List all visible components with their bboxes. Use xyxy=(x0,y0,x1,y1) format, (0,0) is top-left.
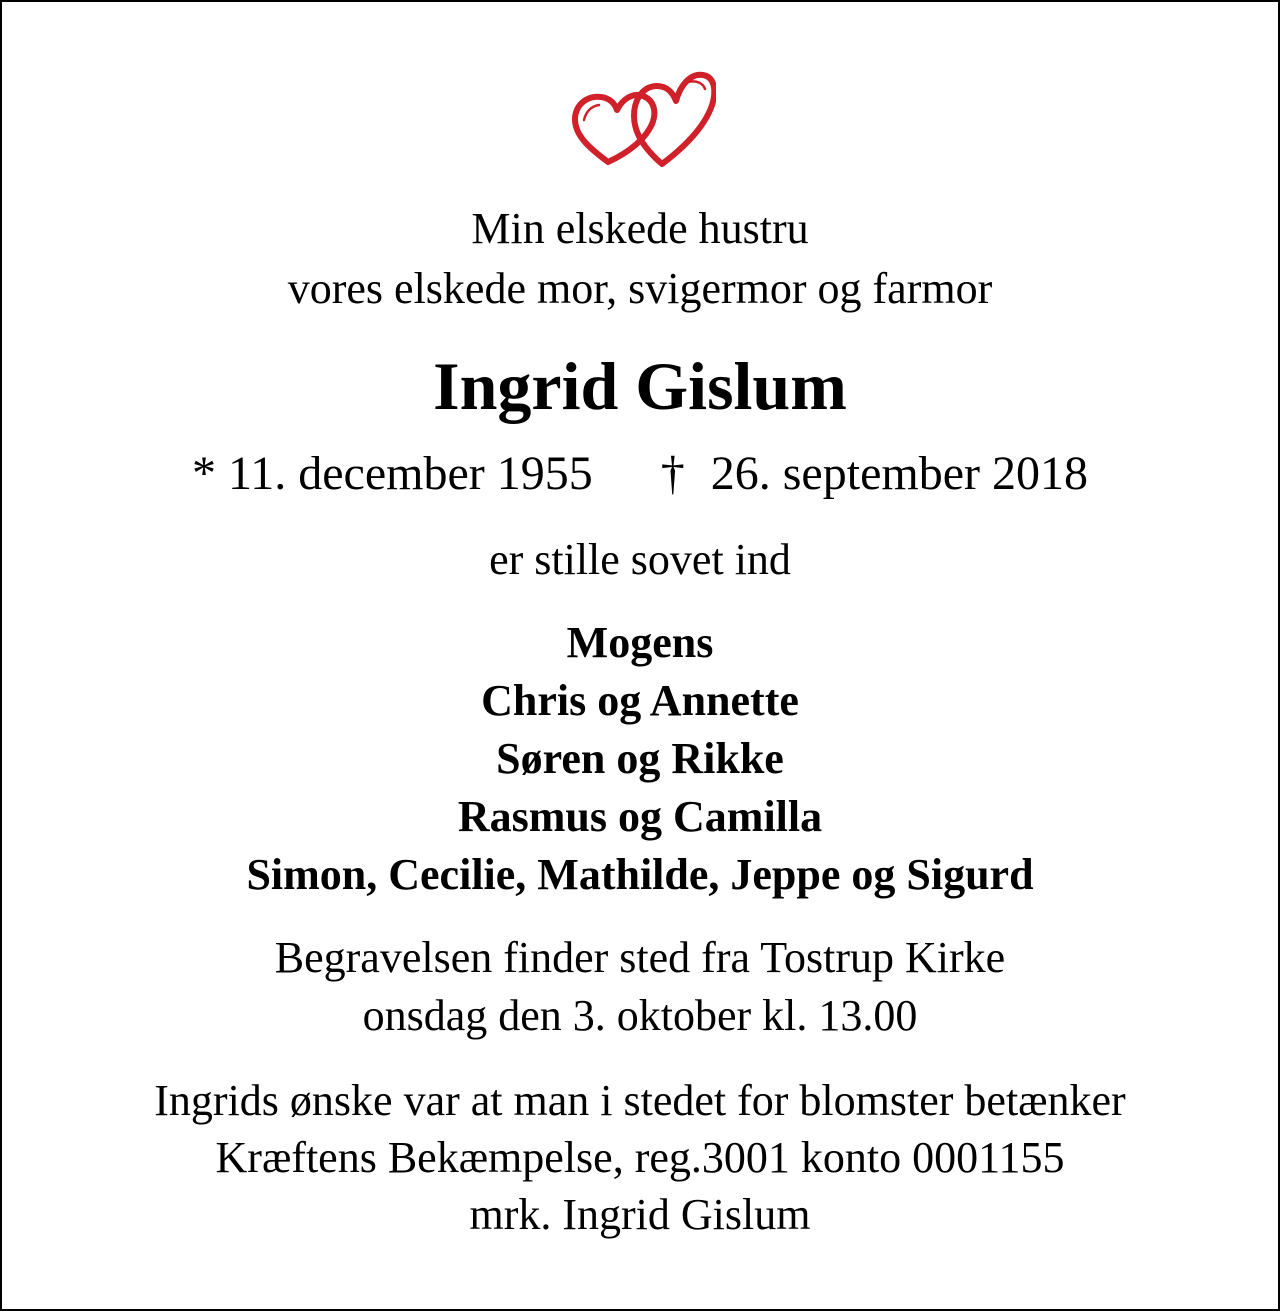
family-list xyxy=(2,614,1278,904)
family-member: Mogens xyxy=(566,618,714,667)
birth-date: 11. december 1955 xyxy=(227,447,593,500)
death-symbol: † xyxy=(660,447,685,500)
birth-symbol: * xyxy=(191,447,216,500)
donation-info xyxy=(2,1072,1278,1243)
death-date: 26. september 2018 xyxy=(710,447,1088,500)
intro-text xyxy=(2,199,1278,319)
funeral-info xyxy=(2,929,1278,1045)
double-heart-icon xyxy=(570,64,716,168)
intro-line-2: vores elskede mor, svigermor og farmor xyxy=(287,264,993,313)
family-member: Chris og Annette xyxy=(481,676,799,725)
family-member: Rasmus og Camilla xyxy=(457,792,823,841)
funeral-line-2: onsdag den 3. oktober kl. 13.00 xyxy=(362,991,918,1040)
funeral-line-1: Begravelsen finder sted fra Tostrup Kirke xyxy=(274,933,1006,982)
donation-line-1: Ingrids ønske var at man i stedet for blomster betænker xyxy=(154,1076,1126,1125)
donation-line-2: Kræftens Bekæmpelse, reg.3001 konto 0001155 xyxy=(215,1133,1065,1182)
donation-line-3: mrk. Ingrid Gislum xyxy=(469,1190,811,1239)
intro-line-1: Min elskede hustru xyxy=(471,204,809,253)
family-member: Simon, Cecilie, Mathilde, Jeppe og Sigurd xyxy=(246,850,1034,899)
family-member: Søren og Rikke xyxy=(496,734,784,783)
life-dates xyxy=(2,444,1278,504)
deceased-name: Ingrid Gislum xyxy=(433,348,847,424)
passing-text: er stille sovet ind xyxy=(489,535,791,584)
